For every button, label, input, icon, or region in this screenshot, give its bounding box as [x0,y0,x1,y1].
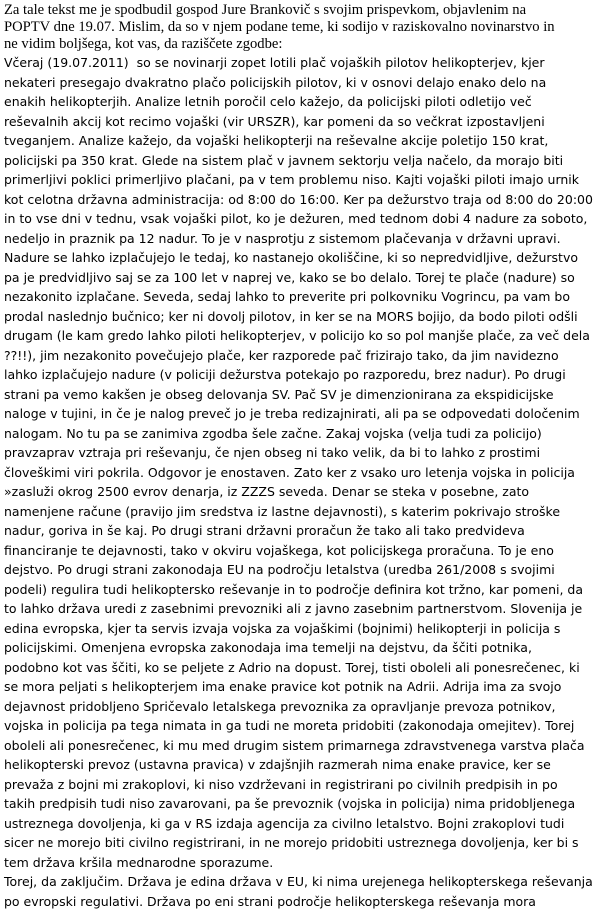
body-line: helikopterski prevoz (ustavna pravica) v zdajšnjih razmerah nima enake pravice, ker se [4,755,594,775]
body-line: in to vse dni v tednu, vsak vojaški pilot, ko je dežuren, med tednom dobi 4 nadure za soboto, [4,209,594,229]
body-line: tveganjem. Analize kažejo, da vojaški helikopterji na reševalne akcije poletijo 150 krat, [4,131,594,151]
body-line: »zasluži okrog 2500 evrov denarja, iz ZZZS seveda. Denar se steka v posebne, zato [4,482,594,502]
body-line: oboleli ali ponesrečenec, ki mu med drugim sistem primarnega zdravstvenega varstva plača [4,736,594,756]
body-text [4,53,594,911]
body-line: Včeraj (19.07.2011) so se novinarji zopet lotili plač vojaških pilotov helikopterjev, kjer [4,53,594,73]
body-line: prodal naslednjo bučnico; ker ni dovolj pilotov, in ker se na MORS bojijo, da bodo piloti odšli [4,307,594,327]
body-line: financiranje te dejavnosti, tako v okviru vojaškega, kot policijskega proračuna. To je eno [4,541,594,561]
body-line: kot celotna državna administracija: od 8:00 do 16:00. Ker pa dežurstvo traja od 8:00 do 20:00 [4,190,594,210]
body-line: podeli) regulira tudi helikoptersko reševanje in to področje definira kot tržno, kar pomeni, da [4,580,594,600]
body-line: to lahko država uredi z zasebnimi prevozniki ali z javno zasebnim partnerstvom. Slovenija je [4,599,594,619]
body-line: policijskimi. Omenjena evropska zakonodaja ima temelji na dejstvu, da ščiti potnika, [4,638,594,658]
body-line: podobno kot vas ščiti, ko se peljete z Adrio na dopust. Torej, tisti oboleli ali ponesrečenec, ki [4,658,594,678]
body-line: tem država kršila mednarodne sporazume. [4,853,594,873]
body-line: enakih helikopterjih. Analize letnih poročil celo kažejo, da policijski piloti odletijo več [4,92,594,112]
body-line: človeškimi viri pokrila. Odgovor je enostaven. Zato ker z vsako uro letenja vojska in policija [4,463,594,483]
body-line: dejavnost pridobljeno Spričevalo letalskega prevoznika za opravljanje prevoza potnikov, [4,697,594,717]
body-line: policijski pa 350 krat. Glede na sistem plač v javnem sektorju velja načelo, da morajo biti [4,151,594,171]
body-line: sicer ne morejo biti civilno registrirani, in ne morejo pridobiti ustreznega dovoljenja, ker bi s [4,833,594,853]
body-line: vojska in policija pa tega nimata in ga tudi ne moreta pridobiti (zakonodaja omejitev). Torej [4,716,594,736]
body-line: lahko izplačujejo nadure (v policiji dežurstva potekajo po razporedu, brez nadur). Po drugi [4,365,594,385]
body-line: drugam (le kam gredo lahko piloti helikopterjev, v policijo ko so pol manjše plače, za več dela [4,326,594,346]
body-line: nezakonito izplačane. Seveda, sedaj lahko to preverite pri polkovniku Vogrincu, pa vam bo [4,287,594,307]
body-line: takih predpisih tudi niso zavarovani, pa še prevoznik (vojska in policija) nima pridobljenega [4,794,594,814]
body-line: strani pa vemo kakšen je obseg delovanja SV. Pač SV je dimenzionirana za ekspidicijske [4,385,594,405]
body-line: pravzaprav vztraja pri reševanju, če njen obseg ni tako velik, da bi to lahko z prostimi [4,443,594,463]
body-line: po evropski regulativi. Država po eni strani področje helikopterskega reševanja mora [4,892,594,911]
body-line: prevaža z bojni mi zrakoplovi, ki niso vzdrževani in registrirani po civilnih predpisih in po [4,775,594,795]
body-line: pa je predvidljivo saj se za 100 let v naprej ve, kako se bo delalo. Torej te plače (nadure) so [4,268,594,288]
body-line: namenjene račune (pravijo jim sredstva iz lastne dejavnosti), s katerim pokrivajo stroške [4,502,594,522]
body-line: ustreznega dovoljenja, ki ga v RS izdaja agencija za civilno letalstvo. Bojni zrakoplovi tudi [4,814,594,834]
body-line: naloge v tujini, in če je nalog preveč jo je treba redizajnirati, ali pa se odpovedati določenim [4,404,594,424]
body-line: reševalnih akcij kot recimo vojaški (vir URSZR), kar pomeni da so večkrat izpostavljeni [4,112,594,132]
intro-line: POPTV dne 19.07. Mislim, da so v njem podane teme, ki sodijo v raziskovalno novinarstvo in [4,19,564,36]
body-line: dejstvo. Po drugi strani zakonodaja EU na področju letalstva (uredba 261/2008 s svojimi [4,560,594,580]
body-line: primerljivi poklici primerljivo plačani, pa v tem problemu niso. Kajti vojaški piloti imajo urnik [4,170,594,190]
body-line: nalogam. No tu pa se zanimiva zgodba šele začne. Zakaj vojska (velja tudi za policijo) [4,424,594,444]
body-line: se mora peljati s helikopterjem ima enake pravice kot potnik na Adrii. Adrija ima za svojo [4,677,594,697]
body-line: Nadure se lahko izplačujejo le tedaj, ko nastanejo okoliščine, ki so nepredvidljive, dežurstvo [4,248,594,268]
intro-line: ne vidim boljšega, kot vas, da razіščete zgodbe: [4,36,564,53]
intro-paragraph [4,2,564,53]
body-line: nedeljo in praznik pa 12 nadur. To je v nasprotju z sistemom plačevanja v državni upravi. [4,229,594,249]
body-line: edina evropska, kjer ta servis izvaja vojska za vojaškimi (bojnimi) helikopterji in policija s [4,619,594,639]
body-line: Torej, da zaključim. Država je edina država v EU, ki nima urejenega helikopterskega reševanja [4,872,594,892]
body-line: ??!!), jim nezakonito povečujejo plače, ker razporede pač frizirajo tako, da jim navidezno [4,346,594,366]
intro-line: Za tale tekst me je spodbudil gospod Jure Brankovič s svojim prispevkom, objavlenim na [4,2,564,19]
body-line: nadur, goriva in še kaj. Po drugi strani državni proračun že tako ali tako predvideva [4,521,594,541]
body-line: nekateri presegajo dvakratno plačo policijskih pilotov, ki v osnovi delajo enako delo na [4,73,594,93]
